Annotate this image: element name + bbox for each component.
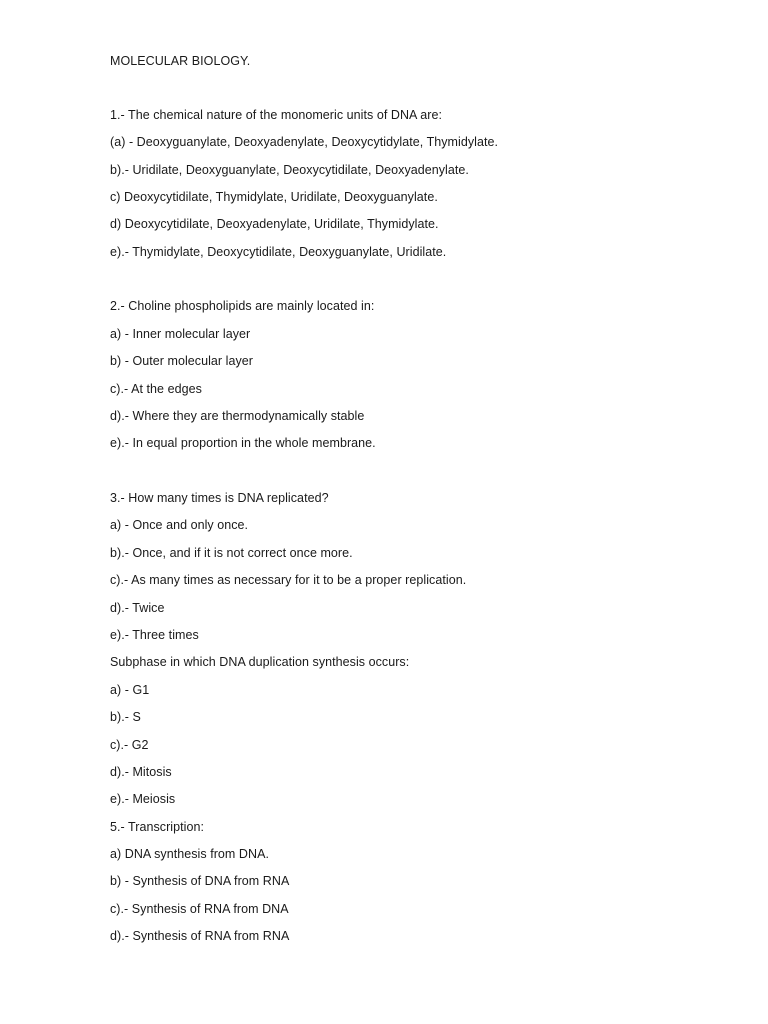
question-1-option-e: e).- Thymidylate, Deoxycytidilate, Deoxyguanylate, Uridilate. (110, 245, 447, 259)
question-5-option-a: a) DNA synthesis from DNA. (110, 847, 269, 861)
question-3-option-d: d).- Twice (110, 601, 165, 615)
question-5-option-d: d).- Synthesis of RNA from RNA (110, 929, 290, 943)
question-5-option-b: b) - Synthesis of DNA from RNA (110, 874, 290, 888)
question-2-option-e: e).- In equal proportion in the whole membrane. (110, 436, 376, 450)
question-4: Subphase in which DNA duplication synthesis occurs: (110, 655, 410, 669)
question-1-option-c: c) Deoxycytidilate, Thymidylate, Uridilate, Deoxyguanylate. (110, 190, 438, 204)
question-1-option-a: (a) - Deoxyguanylate, Deoxyadenylate, Deoxycytidylate, Thymidylate. (110, 135, 499, 149)
question-2-option-c: c).- At the edges (110, 382, 202, 396)
question-5: 5.- Transcription: (110, 820, 204, 834)
question-3-option-a: a) - Once and only once. (110, 518, 249, 532)
question-2-option-a: a) - Inner molecular layer (110, 327, 251, 341)
question-4-option-b: b).- S (110, 710, 141, 724)
question-4-option-a: a) - G1 (110, 683, 150, 697)
question-2-option-d: d).- Where they are thermodynamically stable (110, 409, 365, 423)
question-1: 1.- The chemical nature of the monomeric units of DNA are: (110, 108, 442, 122)
question-1-option-b: b).- Uridilate, Deoxyguanylate, Deoxycytidilate, Deoxyadenylate. (110, 163, 469, 177)
document-title: MOLECULAR BIOLOGY. (110, 54, 251, 68)
question-3: 3.- How many times is DNA replicated? (110, 491, 329, 505)
question-4-option-d: d).- Mitosis (110, 765, 172, 779)
question-3-option-b: b).- Once, and if it is not correct once more. (110, 546, 353, 560)
question-2: 2.- Choline phospholipids are mainly located in: (110, 299, 375, 313)
question-1-option-d: d) Deoxycytidilate, Deoxyadenylate, Uridilate, Thymidylate. (110, 217, 439, 231)
question-5-option-c: c).- Synthesis of RNA from DNA (110, 902, 289, 916)
question-4-option-c: c).- G2 (110, 738, 149, 752)
question-2-option-b: b) - Outer molecular layer (110, 354, 254, 368)
question-4-option-e: e).- Meiosis (110, 792, 176, 806)
question-3-option-c: c).- As many times as necessary for it to be a proper replication. (110, 573, 467, 587)
question-3-option-e: e).- Three times (110, 628, 199, 642)
